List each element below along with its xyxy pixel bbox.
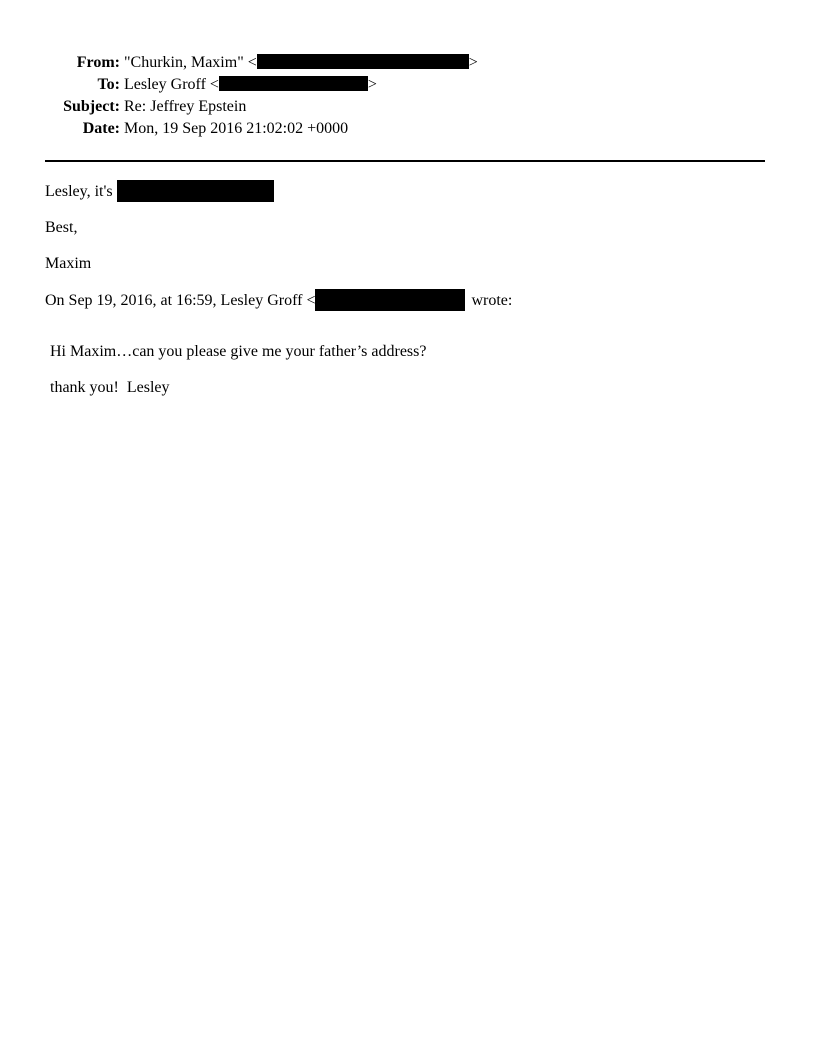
quote-intro-prefix: On Sep 19, 2016, at 16:59, Lesley Groff < bbox=[45, 292, 316, 309]
body-line-greeting bbox=[45, 180, 274, 203]
body-line-best: Best, bbox=[45, 219, 78, 236]
subject-row bbox=[0, 96, 816, 118]
to-name: Lesley Groff < bbox=[124, 76, 219, 93]
to-close: > bbox=[367, 76, 377, 93]
quote-intro-suffix: wrote: bbox=[471, 292, 513, 309]
date-row bbox=[0, 118, 816, 140]
redaction-block bbox=[219, 76, 368, 91]
redaction-block bbox=[257, 54, 469, 69]
quote-intro bbox=[45, 289, 512, 312]
quoted-message-line: thank you! Lesley bbox=[50, 379, 170, 396]
from-row bbox=[0, 52, 816, 74]
date-label: Date: bbox=[82, 120, 120, 137]
subject-value: Re: Jeffrey Epstein bbox=[124, 98, 247, 115]
date-value: Mon, 19 Sep 2016 21:02:02 +0000 bbox=[124, 120, 349, 137]
header-divider bbox=[45, 160, 765, 162]
to-value bbox=[124, 74, 377, 96]
subject-label: Subject: bbox=[63, 98, 120, 115]
to-label: To: bbox=[97, 76, 120, 93]
from-close: > bbox=[468, 54, 478, 71]
email-header bbox=[0, 52, 816, 140]
from-label: From: bbox=[76, 54, 120, 71]
body-line-signature: Maxim bbox=[45, 255, 92, 272]
to-row bbox=[0, 74, 816, 96]
redaction-block bbox=[117, 180, 274, 202]
redaction-block bbox=[315, 289, 465, 311]
from-value bbox=[124, 52, 478, 74]
quoted-message-line: Hi Maxim…can you please give me your father’s address? bbox=[50, 343, 427, 360]
from-name: "Churkin, Maxim" < bbox=[124, 54, 257, 71]
greeting-text: Lesley, it's bbox=[45, 183, 113, 200]
